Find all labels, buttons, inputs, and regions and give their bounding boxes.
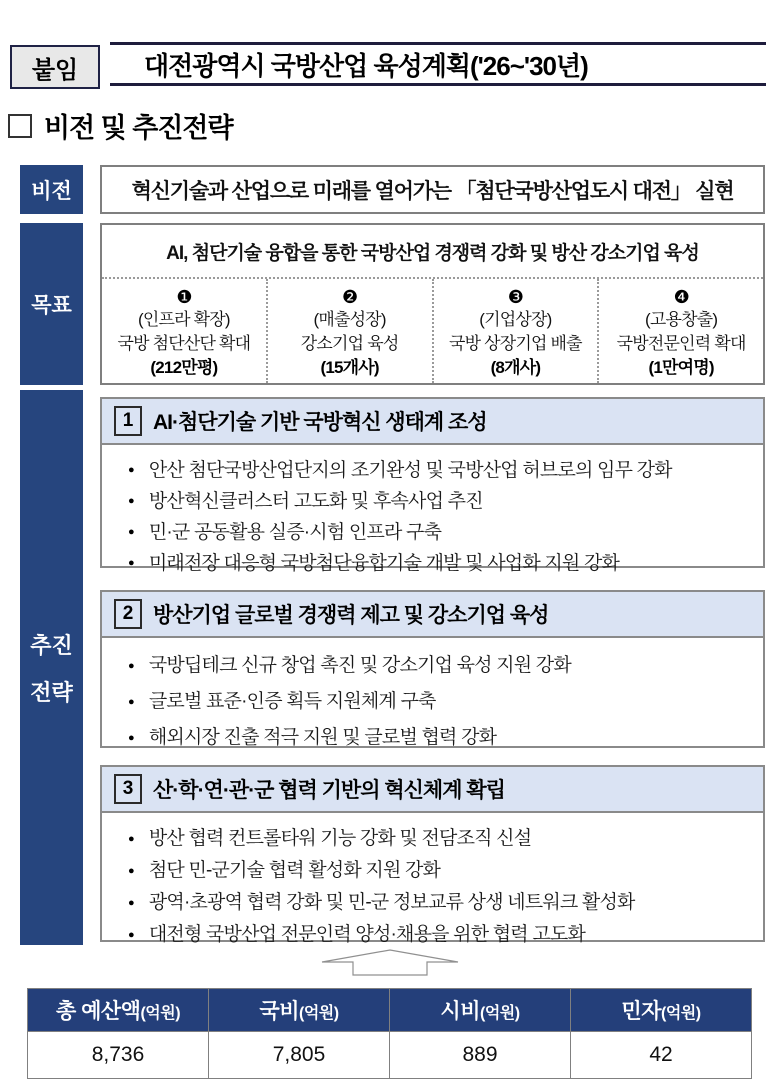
goal-4-value: (1만여명) [648,358,714,377]
strategy-2-header [102,592,763,638]
budget-city-value: 889 [390,1032,571,1079]
bullet-dot-icon: ● [128,865,134,877]
strategy-1-bullets [102,445,763,579]
budget-col-total-unit: (억원) [140,1005,181,1022]
bullet-text: 민·군 공동활용 실증·시험 인프라 구축 [148,522,442,543]
vision-row-label [20,165,83,214]
document-title-bar [110,42,766,86]
bullet-dot-icon: ● [128,660,134,672]
budget-col-total-label: 총 예산액 [55,1000,141,1023]
budget-col-city-label: 시비 [440,1000,480,1023]
goals-row-label [20,223,83,385]
budget-col-national-label: 국비 [259,1000,299,1023]
up-arrow-icon [315,948,465,978]
strategy-label-line1: 추진 [30,632,73,658]
strategy-3-bullets [102,813,763,951]
strategy-2-number-icon: 2 [114,599,142,629]
budget-table [27,988,752,1079]
goal-3-category: (기업상장) [479,310,552,329]
goal-4-number-icon: ❹ [673,287,689,307]
bullet-item [128,548,753,579]
strategy-3-header [102,767,763,813]
bullet-item [128,648,753,684]
goals-grid [102,277,763,383]
budget-col-private-header [571,989,752,1032]
document-title: 대전광역시 국방산업 육성계획('26~'30년) [144,50,588,81]
budget-table-header-row [28,989,752,1032]
bullet-dot-icon: ● [128,732,134,744]
strategy-2-bullets [102,638,763,756]
goal-1-desc: 국방 첨단산단 확대 [117,334,251,353]
bullet-dot-icon: ● [128,495,134,507]
budget-col-private-label: 민자 [621,1000,661,1023]
bullet-dot-icon: ● [128,897,134,909]
goals-subtitle: AI, 첨단기술 융합을 통한 국방산업 경쟁력 강화 및 방산 강소기업 육성 [166,242,699,264]
bullet-item [128,855,753,887]
bullet-text: 글로벌 표준·인증 획득 지원체계 구축 [148,691,436,712]
attachment-badge-label: 붙임 [31,56,79,84]
goals-label-text: 목표 [31,294,72,317]
strategy-label-line2: 전략 [30,679,73,705]
bullet-dot-icon: ● [128,696,134,708]
bullet-text: 안산 첨단국방산업단지의 조기완성 및 국방산업 허브로의 임무 강화 [148,460,672,481]
bullet-item [128,887,753,919]
goal-4-category: (고용창출) [645,310,718,329]
goal-item-3 [432,279,598,383]
bullet-dot-icon: ● [128,929,134,941]
bullet-text: 첨단 민-군기술 협력 활성화 지원 강화 [148,860,441,881]
bullet-item [128,823,753,855]
goal-item-2 [266,279,432,383]
strategy-3-title: 산·학·연·관·군 협력 기반의 혁신체계 확립 [153,779,505,802]
vision-label-text: 비전 [31,179,72,203]
bullet-text: 광역·초광역 협력 강화 및 민-군 정보교류 상생 네트워크 활성화 [148,892,635,913]
budget-col-private-unit: (억원) [661,1005,701,1022]
strategy-box-2 [100,590,765,748]
bullet-text: 방산혁신클러스터 고도화 및 후속사업 추진 [148,491,483,512]
goal-4-desc: 국방전문인력 확대 [616,334,746,353]
goal-1-category: (인프라 확장) [137,310,230,329]
bullet-dot-icon: ● [128,557,134,569]
strategy-1-header [102,399,763,445]
bullet-dot-icon: ● [128,526,134,538]
strategy-box-3 [100,765,765,945]
strategy-3-number-icon: 3 [114,774,142,804]
bullet-item [128,486,753,517]
strategy-box-1 [100,397,765,574]
goal-3-number-icon: ❸ [507,287,524,307]
goal-2-desc: 강소기업 육성 [300,334,399,353]
budget-col-national-unit: (억원) [299,1005,339,1022]
bullet-text: 미래전장 대응형 국방첨단융합기술 개발 및 사업화 지원 강화 [148,553,620,574]
goal-3-value: (8개사) [490,358,541,377]
bullet-item [128,919,753,951]
bullet-item [128,684,753,720]
bullet-item [128,517,753,548]
goal-2-number-icon: ❷ [341,287,358,307]
bullet-dot-icon: ● [128,464,134,476]
budget-col-national-header [209,989,390,1032]
budget-total-value: 8,736 [28,1032,209,1079]
budget-private-value: 42 [571,1032,752,1079]
strategy-2-title: 방산기업 글로벌 경쟁력 제고 및 강소기업 육성 [153,604,549,627]
goal-1-value: (212만평) [150,358,218,377]
goal-2-value: (15개사) [320,358,379,377]
budget-col-city-unit: (억원) [480,1005,520,1022]
bullet-text: 대전형 국방산업 전문인력 양성·채용을 위한 협력 고도화 [148,924,586,945]
budget-national-value: 7,805 [209,1032,390,1079]
vision-statement-box [100,165,765,214]
bullet-dot-icon: ● [128,833,134,845]
bullet-text: 방산 협력 컨트롤타워 기능 강화 및 전담조직 신설 [148,828,532,849]
bullet-text: 국방딥테크 신규 창업 촉진 및 강소기업 육성 지원 강화 [148,655,571,676]
budget-col-city-header [390,989,571,1032]
goals-box [100,223,765,385]
goal-3-desc: 국방 상장기업 배출 [448,334,582,353]
vision-statement: 혁신기술과 산업으로 미래를 열어가는 「첨단국방산업도시 대전」 실현 [131,179,734,203]
section-heading [8,106,233,145]
goal-1-number-icon: ❶ [176,287,192,307]
budget-col-total-header [28,989,209,1032]
bullet-item [128,455,753,486]
section-heading-text: 비전 및 추진전략 [44,113,233,143]
square-bullet-icon [8,114,32,138]
goal-2-category: (매출성장) [313,310,386,329]
goal-item-4 [597,279,763,383]
bullet-text: 해외시장 진출 적극 지원 및 글로벌 협력 강화 [148,727,497,748]
bullet-item [128,720,753,756]
strategy-row-label [20,390,83,945]
strategy-1-number-icon: 1 [114,406,142,436]
goal-item-1 [102,279,266,383]
attachment-badge [10,45,100,89]
budget-table-value-row [28,1032,752,1079]
strategy-1-title: AI·첨단기술 기반 국방혁신 생태계 조성 [153,411,487,434]
